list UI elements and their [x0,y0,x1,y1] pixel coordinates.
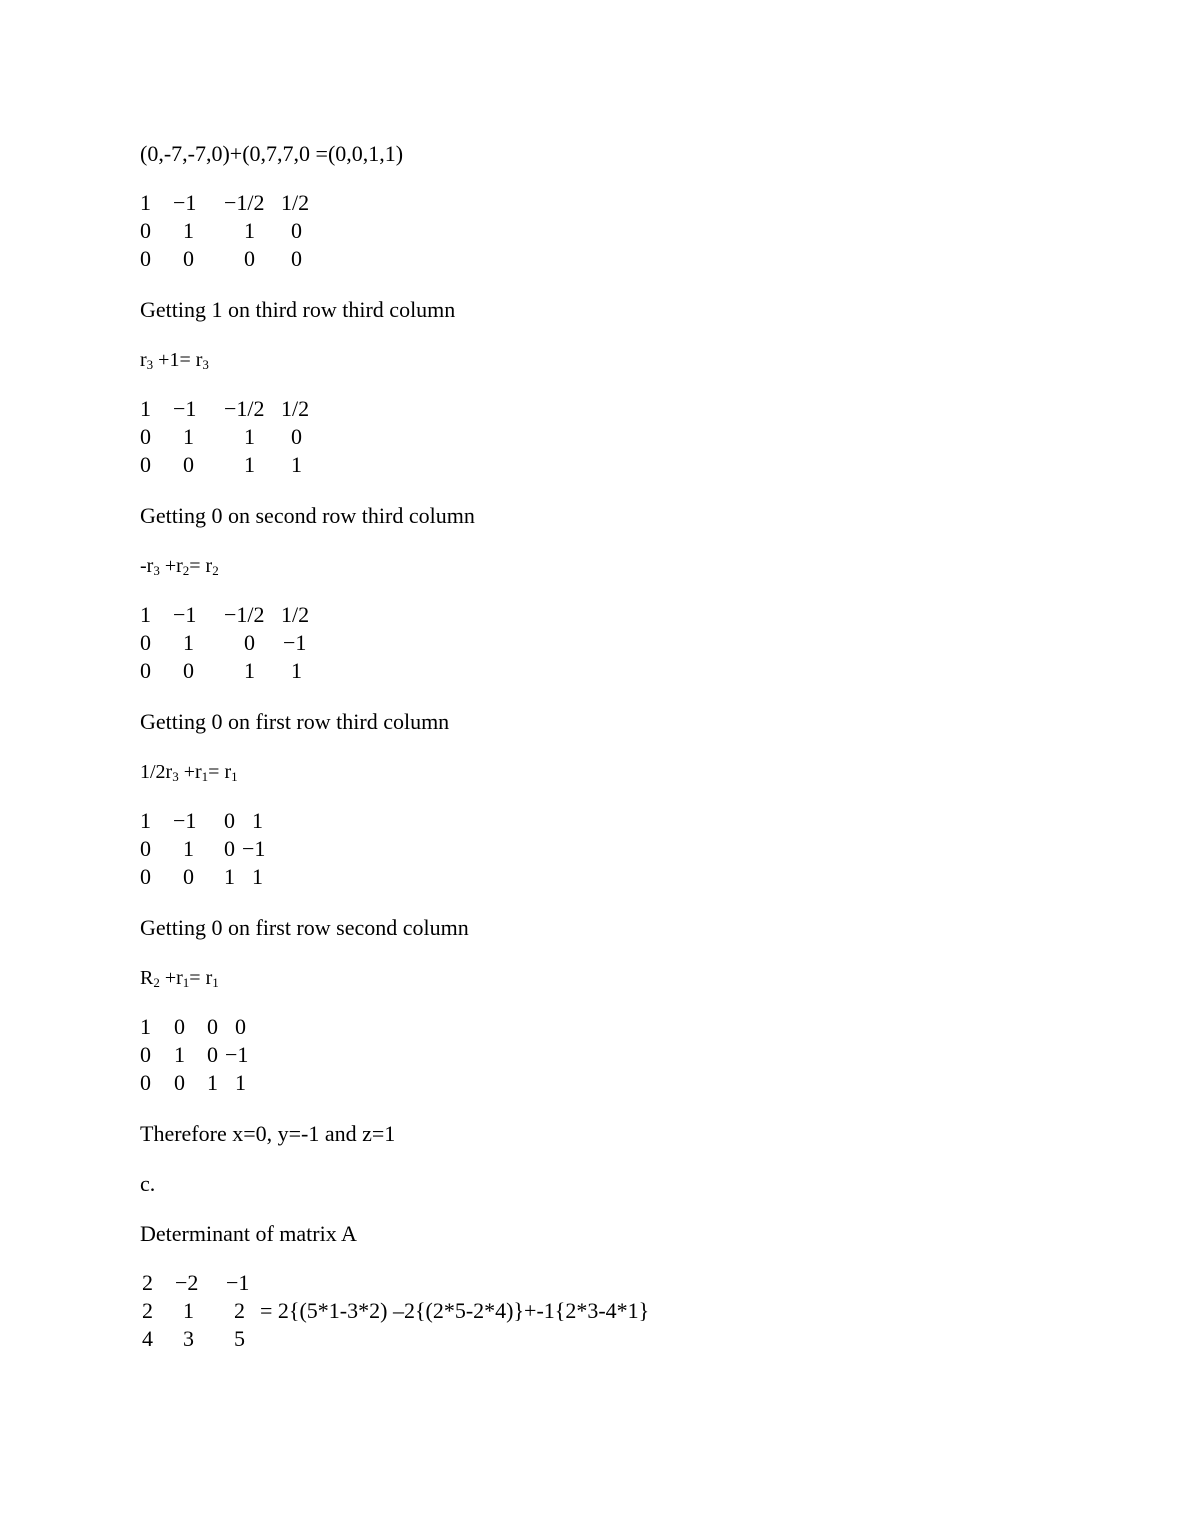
matrix-cell: 0 [183,864,194,889]
op-subscript: 2 [182,563,190,578]
matrix-cell: 0 [291,218,302,243]
matrix-cell: −1 [226,1270,250,1295]
matrix-cell: 1 [140,396,151,421]
matrix-cell: 1 [174,1042,185,1067]
matrix-cell: −1 [173,396,197,421]
matrix-cell: −1 [173,602,197,627]
matrix-cell: 0 [235,1014,246,1039]
op-term: = r [189,967,213,989]
matrix-cell: 1 [235,1070,246,1095]
matrix-cell: 2 [142,1298,153,1323]
step-heading: Getting 0 on first row second column [140,915,469,940]
row-operation [140,347,209,378]
matrix-cell: 0 [224,808,235,833]
determinant-expansion: = 2{(5*1-3*2) –2{(2*5-2*4)}+-1{2*3-4*1} [260,1298,650,1323]
matrix-cell: −1 [283,630,307,655]
matrix-cell: 2 [234,1298,245,1323]
op-term: = r [189,555,213,577]
op-term: -r [140,555,154,577]
matrix-cell: 1 [140,1014,151,1039]
matrix-cell: 0 [140,218,151,243]
matrix-cell: 0 [291,246,302,271]
matrix-cell: 1 [291,452,302,477]
matrix-cell: 0 [174,1070,185,1095]
op-subscript: 1 [201,769,209,784]
op-term: r [140,349,147,371]
op-subscript: 3 [172,769,179,784]
op-subscript: 3 [146,357,154,372]
matrix-cell: 1 [244,658,255,683]
op-subscript: 1 [182,975,190,990]
matrix-cell: 0 [140,452,151,477]
matrix-cell: 1 [244,424,255,449]
matrix-cell: 0 [207,1042,218,1067]
matrix-cell: 1 [207,1070,218,1095]
op-term: 1/2r [140,761,173,783]
op-subscript: 3 [202,357,209,372]
matrix-cell: −1/2 [224,602,265,627]
row-operation [140,759,238,790]
matrix-cell: 1 [252,808,263,833]
matrix-cell: 4 [142,1326,153,1351]
op-term: +r [159,967,183,989]
op-subscript: 2 [212,563,219,578]
matrix-cell: 1 [291,658,302,683]
matrix-cell: 1 [140,190,151,215]
op-subscript: 3 [153,563,160,578]
determinant-matrix [140,1269,740,1353]
op-term: R [140,967,154,989]
matrix-cell: 1 [183,218,194,243]
matrix-cell: 0 [244,630,255,655]
op-subscript: 2 [153,975,160,990]
matrix-cell: −1/2 [224,396,265,421]
matrix-cell: 1/2 [281,602,310,627]
matrix-3 [140,601,740,685]
matrix-1 [140,189,740,273]
matrix-cell: 1/2 [281,190,310,215]
matrix-cell: 2 [142,1270,153,1295]
matrix-cell: 0 [140,424,151,449]
matrix-cell: 0 [207,1014,218,1039]
conclusion-text: Therefore x=0, y=-1 and z=1 [140,1121,396,1146]
matrix-cell: 0 [140,864,151,889]
matrix-cell: 1 [183,424,194,449]
matrix-cell: −1 [242,836,266,861]
matrix-cell: 0 [183,246,194,271]
matrix-cell: 3 [183,1326,194,1351]
matrix-cell: 5 [234,1326,245,1351]
matrix-cell: 1 [224,864,235,889]
op-subscript: 1 [231,769,238,784]
row-operation [140,553,219,584]
matrix-cell: 0 [140,246,151,271]
matrix-cell: 1 [244,452,255,477]
matrix-5 [140,1013,740,1097]
matrix-cell: −1/2 [224,190,265,215]
matrix-4 [140,807,740,891]
matrix-cell: 0 [183,658,194,683]
step-heading: Getting 0 on first row third column [140,709,450,734]
matrix-cell: 1 [244,218,255,243]
vector-sum-line: (0,-7,-7,0)+(0,7,7,0 =(0,0,1,1) [140,141,404,166]
matrix-cell: 0 [224,836,235,861]
matrix-cell: 0 [244,246,255,271]
matrix-cell: 0 [140,1070,151,1095]
op-subscript: 1 [212,975,219,990]
matrix-cell: 1 [252,864,263,889]
op-term: +1= r [153,349,203,371]
matrix-cell: 0 [183,452,194,477]
matrix-cell: 0 [140,1042,151,1067]
matrix-2 [140,395,740,479]
matrix-cell: −1 [173,808,197,833]
row-operation [140,965,219,996]
matrix-cell: 1 [183,1298,194,1323]
matrix-cell: 0 [291,424,302,449]
step-heading: Getting 1 on third row third column [140,297,456,322]
section-label: c. [140,1171,156,1196]
determinant-heading: Determinant of matrix A [140,1221,357,1246]
matrix-cell: −1 [173,190,197,215]
step-heading: Getting 0 on second row third column [140,503,475,528]
matrix-cell: 1/2 [281,396,310,421]
matrix-cell: 1 [140,808,151,833]
matrix-cell: 1 [183,836,194,861]
matrix-cell: −2 [175,1270,199,1295]
matrix-cell: 0 [140,658,151,683]
op-term: +r [178,761,202,783]
matrix-cell: 0 [140,836,151,861]
matrix-cell: 1 [140,602,151,627]
op-term: +r [159,555,183,577]
matrix-cell: −1 [225,1042,249,1067]
op-term: = r [208,761,232,783]
matrix-cell: 0 [140,630,151,655]
matrix-cell: 1 [183,630,194,655]
matrix-cell: 0 [174,1014,185,1039]
